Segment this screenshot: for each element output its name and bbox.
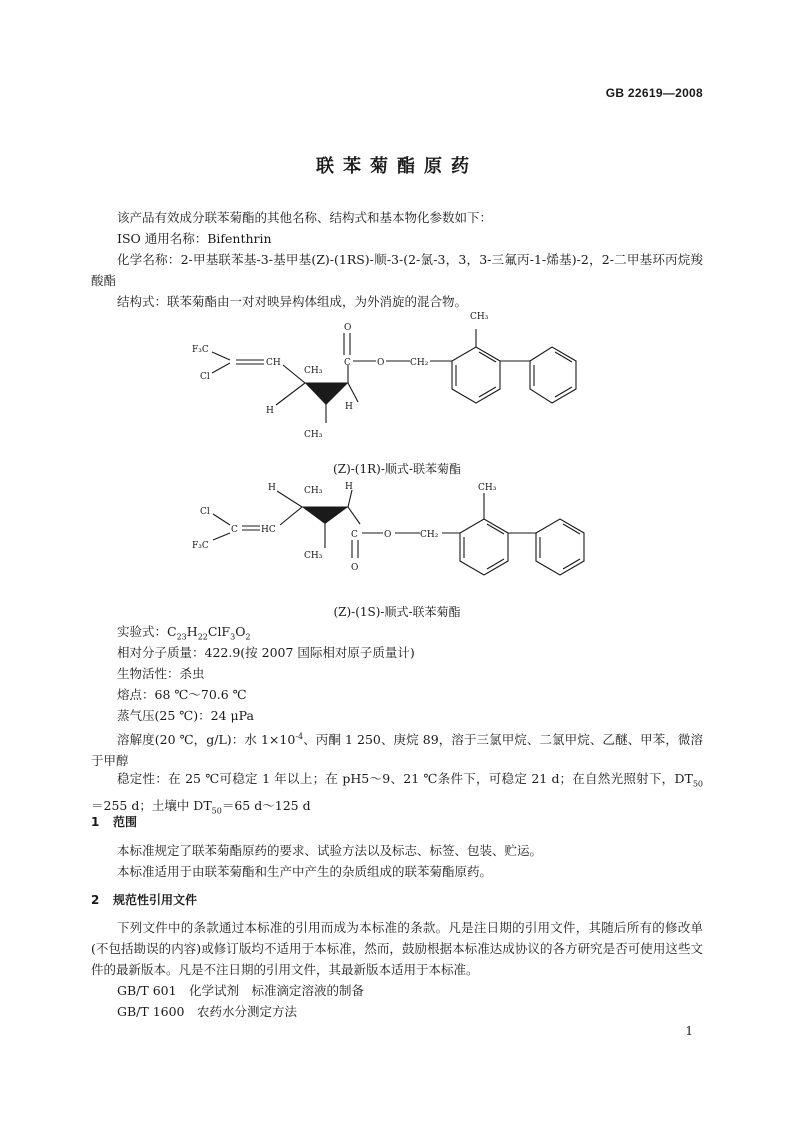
stability-text-a: 稳定性：在 25 ℃可稳定 1 年以上；在 pH5～9、21 ℃条件下，可稳定 21 d；在自然光照射下，DT [117, 771, 693, 786]
label-f3c: F₃C [192, 345, 209, 355]
formula-c: C [167, 624, 177, 639]
label-o-ester: O [384, 530, 392, 540]
molecular-weight: 相对分子质量：422.9(按 2007 国际相对原子质量计) [117, 645, 415, 660]
melting-point: 熔点：68 ℃～70.6 ℃ [117, 687, 247, 702]
solubility-text-b: 、丙酮 1 250、庚烷 89，溶于三氯甲烷、二氯甲烷、乙醚、甲苯，微溶于甲醇 [91, 732, 704, 769]
stability-dt-sub: 50 [692, 779, 703, 789]
stability [91, 768, 703, 821]
chemical-name: 化学名称：2-甲基联苯基-3-基甲基(Z)-(1RS)-顺-3-(2-氯-3，3，3-三氟丙-1-烯基)-2，2-二甲基环丙烷羧酸酯 [91, 252, 703, 288]
page-title: 联苯菊酯原药 [316, 156, 478, 177]
label-h-right: H [345, 402, 353, 412]
label-o-carbonyl: O [344, 323, 352, 333]
label-h-left: H [268, 483, 276, 493]
standard-code: GB 22619—2008 [605, 86, 703, 100]
label-hc: HC [261, 525, 276, 535]
section-heading-scope [91, 813, 137, 830]
label-h-right: H [345, 482, 353, 492]
references-paragraph: 下列文件中的条款通过本标准的引用而成为本标准的条款。凡是注日期的引用文件，其随后所有的修改单(不包括勘误的内容)或修订版均不适用于本标准，然而，鼓励根据本标准达成协议的各方研究是否可使用这些文件的最新版本。凡是不注日期的引用文件，其最新版本适用于本标准。 [91, 920, 703, 977]
structure-caption-1r: (Z)-(1R)-顺式-联苯菊酯 [333, 462, 461, 476]
label-ch3-bottom: CH₃ [304, 551, 323, 561]
structure-text: 结构式：联苯菊酯由一对对映异构体组成，为外消旋的混合物。 [117, 294, 468, 309]
stability-dt-sub-2: 50 [211, 806, 222, 815]
label-c: C [231, 525, 238, 535]
formula-label: 实验式： [117, 624, 168, 639]
intro-paragraph: 该产品有效成分联苯菊酯的其他名称、结构式和基本物化参数如下： [117, 210, 493, 225]
label-ch: CH [266, 358, 281, 368]
vapor-pressure: 蒸气压(25 ℃)：24 μPa [117, 708, 254, 723]
section-number: 2 [91, 893, 100, 907]
bioactivity: 生物活性：杀虫 [117, 666, 205, 681]
section-number: 1 [91, 815, 100, 829]
section-title: 规范性引用文件 [113, 893, 198, 907]
label-cl: Cl [200, 507, 210, 517]
formula-f-count: 3 [230, 632, 236, 642]
page-number: 1 [685, 1024, 693, 1038]
solubility-text-a: 溶解度(20 ℃，g/L)：水 1×10 [117, 732, 296, 748]
label-cl: Cl [200, 372, 210, 382]
label-ch3-top: CH₃ [304, 366, 323, 376]
solubility-exponent: -4 [295, 732, 304, 741]
formula-c-count: 23 [176, 632, 187, 642]
formula-o: O [235, 624, 246, 639]
label-ch2: CH₂ [410, 358, 429, 368]
structure-diagram-1r [180, 305, 620, 455]
reference-gb-t-601: GB/T 601 化学试剂 标准滴定溶液的制备 [117, 983, 365, 998]
section-heading-references [91, 891, 197, 908]
label-o-carbonyl: O [351, 563, 359, 573]
formula-h: H [186, 624, 198, 639]
label-c-carbonyl: C [351, 530, 358, 540]
structure-diagram-1s [180, 478, 620, 600]
label-ch2: CH₂ [420, 530, 439, 540]
solubility [91, 726, 703, 771]
formula-clf: ClF [207, 624, 231, 639]
reference-gb-t-1600: GB/T 1600 农药水分测定方法 [117, 1004, 298, 1019]
label-h-left: H [266, 406, 274, 416]
label-ch3-ring: CH₃ [478, 483, 497, 493]
label-o-ester: O [377, 358, 385, 368]
formula-o-count: 2 [245, 632, 251, 642]
stability-text-c: ＝65 d～125 d [221, 797, 311, 813]
scope-paragraph-1: 本标准规定了联苯菊酯原药的要求、试验方法以及标志、标签、包装、贮运。 [117, 843, 543, 858]
section-title: 范围 [113, 815, 138, 829]
label-ch3-bottom: CH₃ [304, 430, 323, 440]
label-ch3-top: CH₃ [304, 486, 323, 496]
label-f3c: F₃C [192, 541, 209, 551]
label-ch3-ring: CH₃ [470, 312, 489, 322]
formula-h-count: 22 [197, 632, 208, 642]
scope-paragraph-2: 本标准适用于由联苯菊酯和生产中产生的杂质组成的联苯菊酯原药。 [117, 864, 493, 879]
label-c-carbonyl: C [344, 358, 351, 368]
structure-caption-1s: (Z)-(1S)-顺式-联苯菊酯 [333, 605, 461, 619]
stability-text-b: ＝255 d；土壤中 DT [91, 797, 212, 813]
iso-name: ISO 通用名称：Bifenthrin [117, 231, 272, 246]
